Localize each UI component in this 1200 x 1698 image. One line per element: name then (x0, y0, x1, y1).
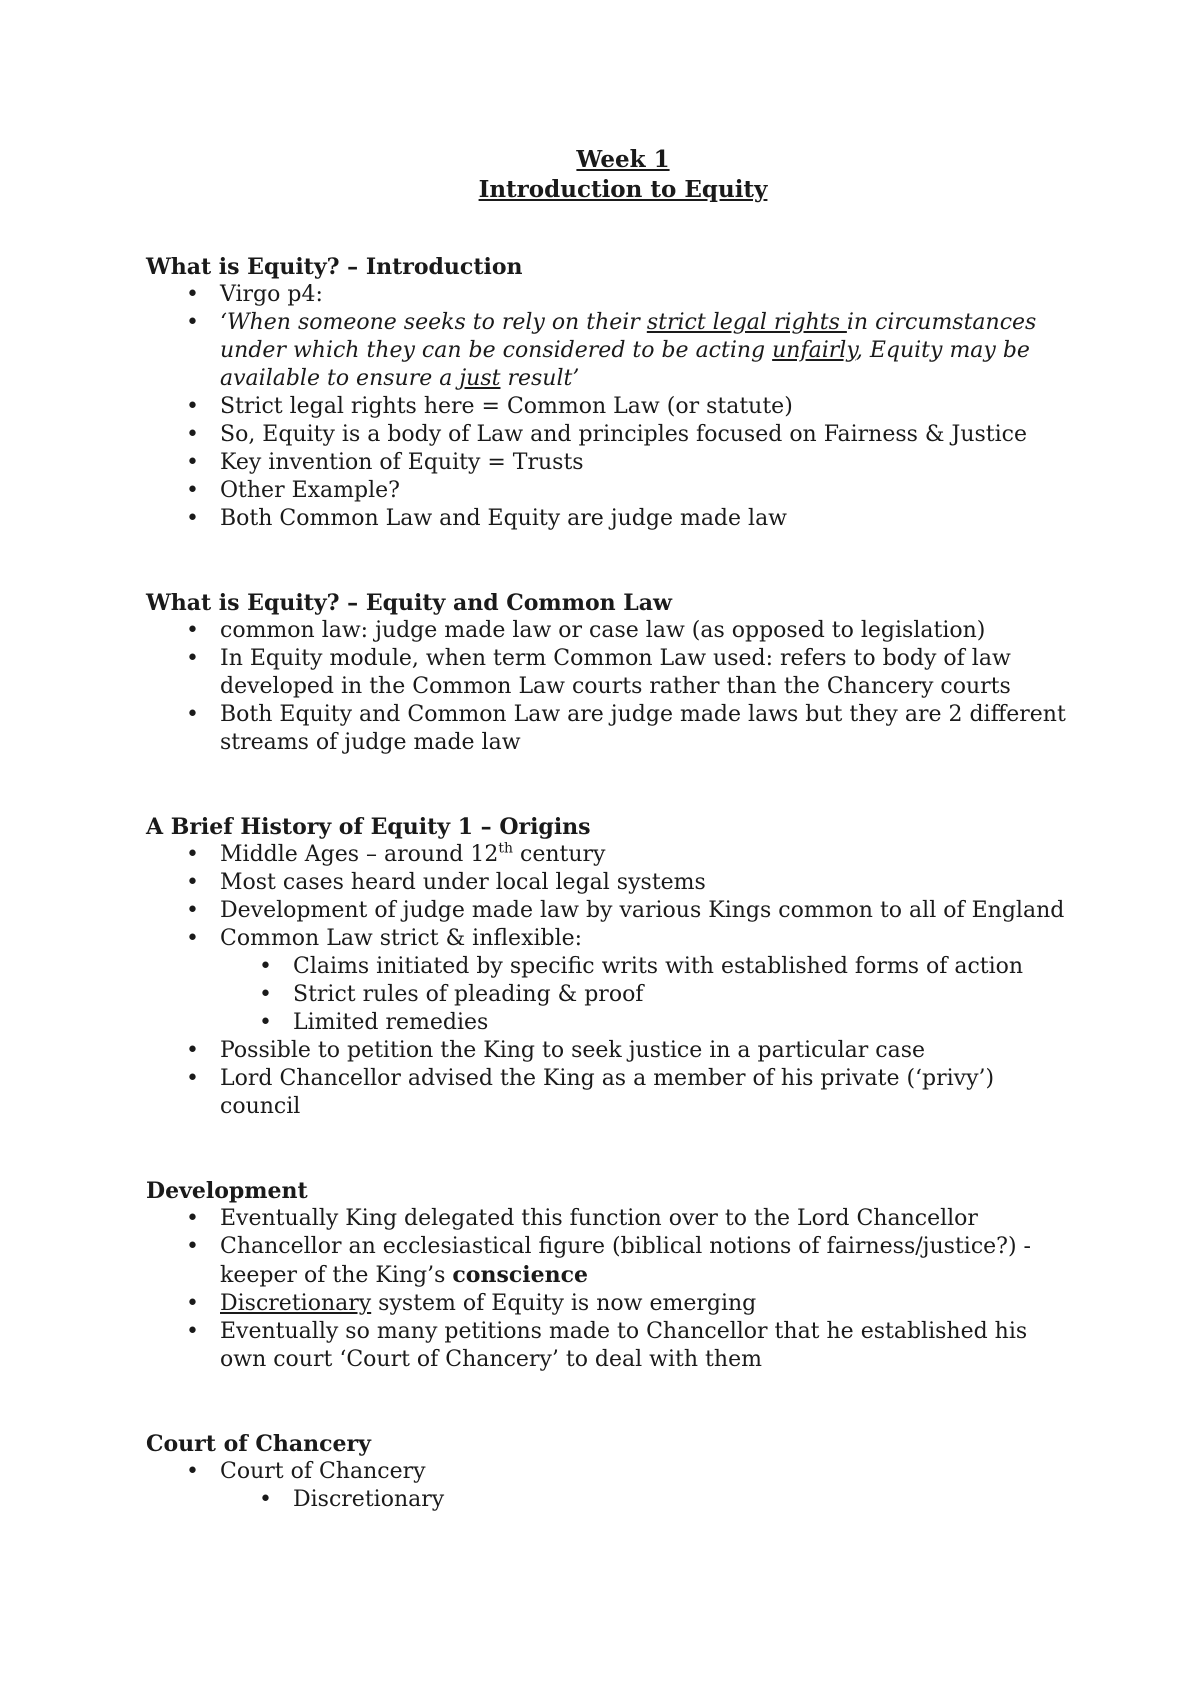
list-item: • Other Example? (186, 478, 400, 503)
list-item: • Chancellor an ecclesiastical figure (biblical notions of fairness/justice?) - keeper of the King’s conscience (186, 1234, 1031, 1288)
section-heading: Court of Chancery (146, 1431, 371, 1457)
list-item: • In Equity module, when term Common Law used: refers to body of law developed in the Common Law courts rather than the Chancery courts (186, 646, 1011, 699)
section-equity-common-law (146, 589, 1070, 757)
document-title (176, 145, 1070, 205)
bullet-list (146, 1458, 1070, 1514)
bullet-list (146, 841, 1070, 1121)
list-item: • Both Common Law and Equity are judge made law (186, 506, 788, 531)
section-court-of-chancery (146, 1430, 1070, 1514)
list-item: • Key invention of Equity = Trusts (186, 450, 584, 475)
sub-list-item: • Discretionary (259, 1487, 445, 1512)
list-item: • Discretionary system of Equity is now emerging (186, 1291, 757, 1316)
list-item: • Most cases heard under local legal systems (186, 870, 706, 895)
sub-list-item: • Limited remedies (259, 1010, 489, 1035)
sub-list-item: • Claims initiated by specific writs with established forms of action (259, 954, 1024, 979)
title-topic: Introduction to Equity (478, 176, 768, 203)
list-item: • Both Equity and Common Law are judge made laws but they are 2 different streams of judge made law (186, 702, 1066, 755)
list-item: • Court of Chancery (186, 1459, 426, 1484)
list-item: • Virgo p4: (186, 282, 323, 307)
bullet-list (146, 617, 1070, 757)
section-introduction (146, 253, 1070, 533)
section-heading: Development (146, 1178, 308, 1204)
list-item: • Eventually so many petitions made to Chancellor that he established his own court ‘Court of Chancery’ to deal with them (186, 1319, 1028, 1372)
bullet-list (146, 281, 1070, 533)
list-item: • Lord Chancellor advised the King as a member of his private (‘privy’) council (186, 1066, 995, 1119)
list-item: • Possible to petition the King to seek justice in a particular case (186, 1038, 926, 1063)
title-week: Week 1 (576, 146, 670, 173)
list-item: • common law: judge made law or case law (as opposed to legislation) (186, 618, 986, 643)
sub-list-item: • Strict rules of pleading & proof (259, 982, 644, 1007)
bullet-list (146, 1205, 1070, 1374)
section-heading: A Brief History of Equity 1 – Origins (146, 814, 591, 840)
section-history-origins (146, 813, 1070, 1121)
section-heading: What is Equity? – Equity and Common Law (146, 590, 672, 616)
section-development (146, 1177, 1070, 1374)
list-item: • Eventually King delegated this function over to the Lord Chancellor (186, 1206, 978, 1231)
list-item: • Middle Ages – around 12th century (186, 840, 606, 867)
quote-item: • ‘When someone seeks to rely on their strict legal rights in circumstances under which they can be considered to be acting unfairly, Equity may be available to ensure a just result’ (186, 310, 1037, 391)
list-item: • Development of judge made law by various Kings common to all of England (186, 898, 1065, 923)
list-item: • Strict legal rights here = Common Law (or statute) (186, 394, 793, 419)
section-heading: What is Equity? – Introduction (146, 254, 523, 280)
list-item: • So, Equity is a body of Law and principles focused on Fairness & Justice (186, 422, 1027, 447)
list-item: • Common Law strict & inflexible: (186, 926, 583, 951)
